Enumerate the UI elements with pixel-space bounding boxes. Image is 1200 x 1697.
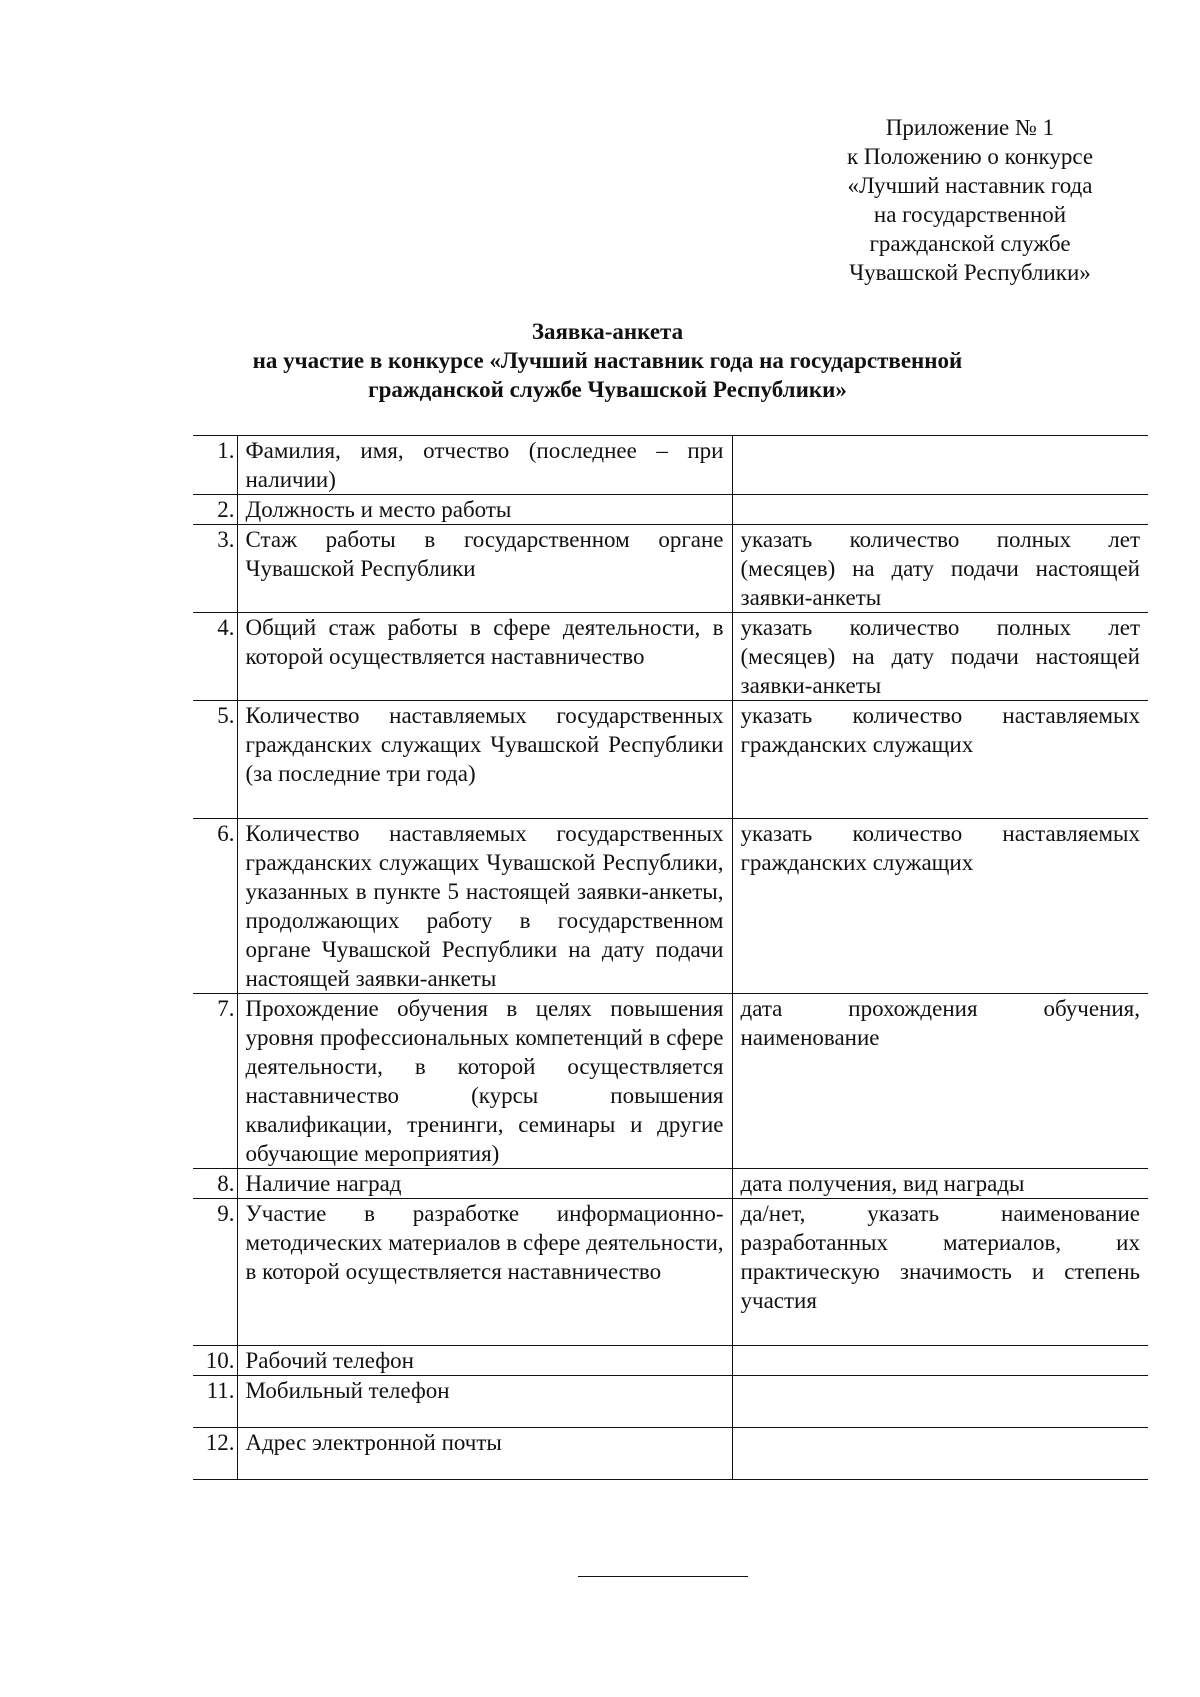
appendix-line: гражданской службе [869, 231, 1071, 256]
row-field-value: указать количество полных лет (месяцев) на дату подачи настоящей заявки-анкеты [732, 525, 1148, 613]
row-field-name: Количество наставляемых государственных гражданских служащих Чувашской Республики, указанных в пункте 5 настоящей заявки-анкеты, продолжающих работу в государственном органе Чувашской Республики на дату подачи настоящей заявки-анкеты [237, 819, 732, 994]
row-field-value [732, 1428, 1148, 1480]
row-field-value [732, 495, 1148, 525]
row-number: 12. [193, 1428, 237, 1480]
row-field-value: дата прохождения обучения, наименование [732, 994, 1148, 1169]
row-field-value [732, 1376, 1148, 1428]
row-field-value [732, 1346, 1148, 1376]
row-field-value: дата получения, вид награды [732, 1169, 1148, 1199]
row-field-name: Участие в разработке информационно-методических материалов в сфере деятельности, в которой осуществляется наставничество [237, 1199, 732, 1346]
table-row [193, 1428, 1148, 1480]
appendix-line: Чувашской Республики» [849, 260, 1091, 285]
title-line-3: гражданской службе Чувашской Республики» [368, 377, 847, 402]
appendix-line: на государственной [873, 202, 1067, 227]
row-number: 8. [193, 1169, 237, 1199]
row-number: 11. [193, 1376, 237, 1428]
row-number: 5. [193, 701, 237, 819]
row-field-name: Прохождение обучения в целях повышения уровня профессиональных компетенций в сфере деятельности, в которой осуществляется наставничество (курсы повышения квалификации, тренинги, семинары и другие обучающие мероприятия) [237, 994, 732, 1169]
appendix-line: к Положению о конкурсе [846, 144, 1094, 169]
table-row [193, 701, 1148, 819]
table-row [193, 819, 1148, 994]
row-field-value: указать количество полных лет (месяцев) на дату подачи настоящей заявки-анкеты [732, 613, 1148, 701]
row-field-value: указать количество наставляемых гражданских служащих [732, 819, 1148, 994]
application-form-table [193, 435, 1148, 1480]
table-row [193, 1346, 1148, 1376]
table-row [193, 613, 1148, 701]
row-number: 3. [193, 525, 237, 613]
title-line-1: Заявка-анкета [531, 319, 684, 344]
row-field-value [732, 436, 1148, 495]
row-field-name: Мобильный телефон [237, 1376, 732, 1428]
table-row [193, 525, 1148, 613]
row-number: 4. [193, 613, 237, 701]
document-title [150, 317, 1065, 404]
row-field-name: Должность и место работы [237, 495, 732, 525]
row-field-name: Стаж работы в государственном органе Чувашской Республики [237, 525, 732, 613]
title-line-2: на участие в конкурсе «Лучший наставник года на государственной [252, 348, 963, 373]
row-field-name: Наличие наград [237, 1169, 732, 1199]
appendix-block [790, 113, 1150, 287]
row-number: 10. [193, 1346, 237, 1376]
row-field-name: Адрес электронной почты [237, 1428, 732, 1480]
table-row [193, 1169, 1148, 1199]
appendix-line: Приложение № 1 [885, 115, 1055, 140]
table-row [193, 495, 1148, 525]
row-number: 6. [193, 819, 237, 994]
row-number: 7. [193, 994, 237, 1169]
row-field-value: да/нет, указать наименование разработанных материалов, их практическую значимость и степень участия [732, 1199, 1148, 1346]
table-row [193, 1376, 1148, 1428]
row-field-name: Фамилия, имя, отчество (последнее – при наличии) [237, 436, 732, 495]
row-number: 2. [193, 495, 237, 525]
row-field-name: Рабочий телефон [237, 1346, 732, 1376]
row-field-value: указать количество наставляемых гражданских служащих [732, 701, 1148, 819]
appendix-line: «Лучший наставник года [847, 173, 1093, 198]
row-field-name: Количество наставляемых государственных гражданских служащих Чувашской Республики (за последние три года) [237, 701, 732, 819]
row-number: 9. [193, 1199, 237, 1346]
row-field-name: Общий стаж работы в сфере деятельности, в которой осуществляется наставничество [237, 613, 732, 701]
closing-divider-line [578, 1576, 748, 1577]
table-row [193, 994, 1148, 1169]
table-row [193, 1199, 1148, 1346]
table-row [193, 436, 1148, 495]
row-number: 1. [193, 436, 237, 495]
